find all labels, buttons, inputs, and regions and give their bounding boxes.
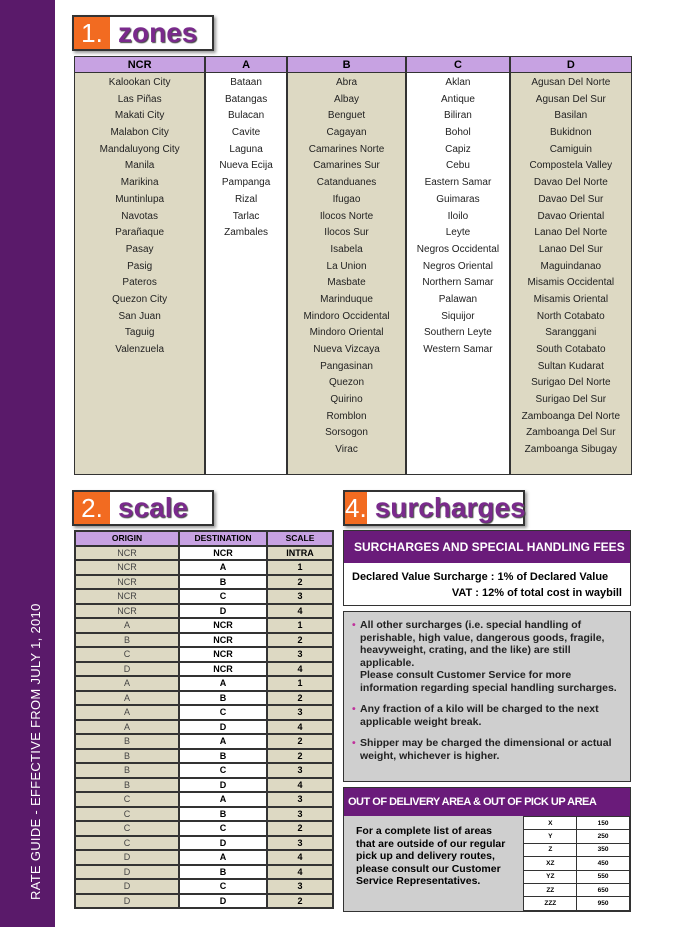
oda-rate-row xyxy=(524,870,630,883)
scale-cell: 4 xyxy=(267,662,333,677)
scale-row xyxy=(75,850,333,865)
zone-item: Iloilo xyxy=(447,210,469,222)
scale-cell: 3 xyxy=(267,705,333,720)
rate-value: 550 xyxy=(577,870,630,883)
section-number: 4. xyxy=(345,492,367,523)
zone-column-d xyxy=(511,57,631,474)
origin-cell: NCR xyxy=(75,575,179,590)
destination-cell: A xyxy=(179,850,267,865)
scale-row xyxy=(75,647,333,662)
origin-cell: B xyxy=(75,749,179,764)
oda-box xyxy=(343,787,631,912)
rate-value: 150 xyxy=(577,817,630,830)
zone-item: Davao Oriental xyxy=(537,210,605,222)
origin-cell: D xyxy=(75,850,179,865)
zone-item: Camarines Sur xyxy=(313,160,380,172)
zone-item: Guimaras xyxy=(436,193,480,205)
zone-item: Negros Oriental xyxy=(422,260,493,272)
zone-item: Manila xyxy=(124,160,155,172)
zone-item: Zambales xyxy=(224,227,269,239)
scale-cell: 4 xyxy=(267,865,333,880)
scale-cell: 3 xyxy=(267,836,333,851)
scale-cell: INTRA xyxy=(267,546,333,561)
surcharges-fees-box xyxy=(343,530,631,606)
zone-item: North Cotabato xyxy=(536,310,605,322)
zone-item: La Union xyxy=(326,260,367,272)
zone-item: Navotas xyxy=(121,210,158,222)
zone-item: Camiguin xyxy=(549,143,592,155)
scale-cell: 2 xyxy=(267,821,333,836)
note-item: • Shipper may be charged the dimensional or actual weight, whichever is higher. xyxy=(352,737,612,762)
zone-item: Surigao Del Sur xyxy=(535,394,607,406)
origin-cell: NCR xyxy=(75,546,179,561)
origin-cell: A xyxy=(75,676,179,691)
zone-item: Malabon City xyxy=(110,127,169,139)
col-scale: SCALE xyxy=(267,531,333,546)
scale-cell: 3 xyxy=(267,763,333,778)
surcharges-header: SURCHARGES AND SPECIAL HANDLING FEES xyxy=(344,531,630,563)
destination-cell: D xyxy=(179,836,267,851)
destination-cell: D xyxy=(179,604,267,619)
origin-cell: B xyxy=(75,734,179,749)
origin-cell: C xyxy=(75,836,179,851)
scale-row xyxy=(75,763,333,778)
scale-row xyxy=(75,676,333,691)
zone-item: Mandaluyong City xyxy=(99,143,180,155)
origin-cell: C xyxy=(75,821,179,836)
scale-cell: 3 xyxy=(267,879,333,894)
destination-cell: C xyxy=(179,821,267,836)
destination-cell: C xyxy=(179,879,267,894)
zone-item: Sorsogon xyxy=(325,427,368,439)
rate-guide-label: RATE GUIDE - EFFECTIVE FROM JULY 1, 2010 xyxy=(28,603,43,900)
zone-item: Cagayan xyxy=(326,127,367,139)
scale-cell: 4 xyxy=(267,850,333,865)
zone-column-a xyxy=(206,57,286,474)
origin-cell: C xyxy=(75,792,179,807)
origin-cell: D xyxy=(75,662,179,677)
zone-item: Basilan xyxy=(554,110,588,122)
rate-value: 250 xyxy=(577,830,630,843)
oda-rate-row xyxy=(524,843,630,856)
zone-item: Pasay xyxy=(125,243,154,255)
zone-item: Quezon City xyxy=(112,293,168,305)
destination-cell: A xyxy=(179,792,267,807)
oda-rate-row xyxy=(524,897,630,910)
zone-item: Tarlac xyxy=(232,210,260,222)
zone-item: Valenzuela xyxy=(115,344,165,355)
destination-cell: B xyxy=(179,865,267,880)
rate-value: 950 xyxy=(577,897,630,910)
zone-item: Las Piñas xyxy=(117,93,162,105)
scale-cell: 2 xyxy=(267,894,333,909)
col-origin: ORIGIN xyxy=(75,531,179,546)
zone-column-b xyxy=(288,57,405,474)
zone-item: Pateros xyxy=(122,277,157,289)
origin-cell: B xyxy=(75,763,179,778)
scale-cell: 2 xyxy=(267,749,333,764)
scale-row xyxy=(75,894,333,909)
zone-item: Bulacan xyxy=(228,110,265,122)
zone-item: Maguindanao xyxy=(540,260,602,272)
zone-item: South Cotabato xyxy=(536,344,606,355)
zone-item: Marinduque xyxy=(320,293,373,305)
scale-row xyxy=(75,807,333,822)
zone-item: Palawan xyxy=(438,293,478,305)
section-label: scale xyxy=(118,492,189,523)
zone-item: Siquijor xyxy=(441,310,475,322)
scale-cell: 2 xyxy=(267,633,333,648)
zone-item: Western Samar xyxy=(423,344,493,355)
zone-item: Pasig xyxy=(127,260,153,272)
zone-item: Compostela Valley xyxy=(529,160,613,172)
origin-cell: D xyxy=(75,879,179,894)
scale-cell: 1 xyxy=(267,618,333,633)
section-number: 1. xyxy=(74,17,110,49)
oda-header: OUT OF DELIVERY AREA & OUT OF PICK UP AREA xyxy=(344,788,630,816)
scale-row xyxy=(75,633,333,648)
scale-cell: 1 xyxy=(267,560,333,575)
oda-rate-row xyxy=(524,857,630,870)
area-code: Z xyxy=(524,843,577,856)
zone-column-c xyxy=(407,57,508,474)
origin-cell: A xyxy=(75,618,179,633)
zone-list xyxy=(407,73,508,474)
destination-cell: C xyxy=(179,763,267,778)
zone-header: B xyxy=(288,57,405,73)
oda-rate-row xyxy=(524,830,630,843)
section-number: 2. xyxy=(74,492,110,524)
origin-cell: D xyxy=(75,894,179,909)
zone-item: Zamboanga Del Sur xyxy=(526,427,616,439)
zone-item: Northern Samar xyxy=(422,277,494,289)
zone-item: Lanao Del Norte xyxy=(534,227,608,239)
scale-row xyxy=(75,618,333,633)
note-item: • All other surcharges (i.e. special handling of perishable, high value, dangerous goods, fragile, heavyweight, crating, and the like) are still applicable. Please consult Customer Service for more information regarding special handling surcharges. xyxy=(352,619,617,694)
scale-cell: 4 xyxy=(267,720,333,735)
zone-item: Capiz xyxy=(445,143,471,155)
destination-cell: NCR xyxy=(179,633,267,648)
origin-cell: C xyxy=(75,647,179,662)
zone-item: Cebu xyxy=(445,160,470,172)
scale-row xyxy=(75,575,333,590)
surcharges-column xyxy=(343,530,631,912)
origin-cell: NCR xyxy=(75,589,179,604)
zone-item: Lanao Del Sur xyxy=(538,243,603,255)
scale-row xyxy=(75,836,333,851)
declared-value-surcharge: Declared Value Surcharge : 1% of Declared Value xyxy=(352,571,609,583)
zone-item: Davao Del Norte xyxy=(533,177,608,189)
zone-item: Catanduanes xyxy=(316,177,377,189)
zone-list xyxy=(511,73,631,474)
scale-cell: 3 xyxy=(267,807,333,822)
zone-item: Nueva Ecija xyxy=(219,160,273,172)
zone-item: Aklan xyxy=(445,77,471,88)
destination-cell: NCR xyxy=(179,647,267,662)
zone-item: Parañaque xyxy=(115,227,165,239)
scale-row xyxy=(75,865,333,880)
section-label: surcharges xyxy=(374,492,526,523)
zone-item: Romblon xyxy=(326,410,367,422)
scale-row xyxy=(75,792,333,807)
scale-cell: 1 xyxy=(267,676,333,691)
scale-cell: 2 xyxy=(267,575,333,590)
scale-row xyxy=(75,560,333,575)
zone-item: Quirino xyxy=(330,394,363,406)
origin-cell: A xyxy=(75,720,179,735)
scale-cell: 2 xyxy=(267,691,333,706)
origin-cell: A xyxy=(75,691,179,706)
section-label: zones xyxy=(118,17,198,48)
rate-value: 450 xyxy=(577,857,630,870)
zone-item: Makati City xyxy=(114,110,165,122)
scale-row xyxy=(75,879,333,894)
scale-cell: 3 xyxy=(267,792,333,807)
scale-row xyxy=(75,604,333,619)
zone-item: Bukidnon xyxy=(549,127,592,139)
zone-item: Kalookan City xyxy=(108,77,171,88)
scale-row xyxy=(75,734,333,749)
zone-item: Biliran xyxy=(444,110,472,122)
destination-cell: B xyxy=(179,749,267,764)
zone-column-ncr xyxy=(75,57,204,474)
zone-item: Eastern Samar xyxy=(424,177,492,189)
scale-row xyxy=(75,662,333,677)
scale-cell: 4 xyxy=(267,604,333,619)
destination-cell: B xyxy=(179,807,267,822)
rate-value: 350 xyxy=(577,843,630,856)
note-item: • Any fraction of a kilo will be charged to the next applicable weight break. xyxy=(352,703,599,728)
note-text: All other surcharges (i.e. special handling of perishable, high value, dangerous goods, fragile, heavyweight, crating, and the like) are still applicable. Please consult Customer Service for more information regarding special handling surcharges. xyxy=(360,619,617,694)
scale-title xyxy=(72,490,214,526)
origin-cell: NCR xyxy=(75,604,179,619)
zone-list xyxy=(288,73,405,474)
vat-line: VAT : 12% of total cost in waybill xyxy=(451,587,622,599)
area-code: X xyxy=(524,817,577,830)
scale-row xyxy=(75,749,333,764)
surcharges-title xyxy=(343,490,525,526)
destination-cell: B xyxy=(179,575,267,590)
destination-cell: D xyxy=(179,894,267,909)
zone-header: A xyxy=(206,57,286,73)
zone-item: Laguna xyxy=(229,143,263,155)
zone-item: Surigao Del Norte xyxy=(531,377,611,389)
zone-header: D xyxy=(511,57,631,73)
zone-item: Misamis Oriental xyxy=(533,293,609,305)
destination-cell: A xyxy=(179,676,267,691)
scale-table xyxy=(74,530,334,909)
destination-cell: A xyxy=(179,560,267,575)
col-destination: DESTINATION xyxy=(179,531,267,546)
zone-item: Antique xyxy=(440,93,475,105)
scale-cell: 3 xyxy=(267,589,333,604)
note-text: Shipper may be charged the dimensional or actual weight, whichever is higher. xyxy=(360,737,612,762)
scale-row xyxy=(75,778,333,793)
origin-cell: C xyxy=(75,807,179,822)
scale-row xyxy=(75,589,333,604)
scale-row xyxy=(75,546,333,561)
sidebar xyxy=(0,0,55,927)
surcharge-notes xyxy=(343,611,631,782)
zone-item: Agusan Del Norte xyxy=(531,77,611,88)
zone-item: Albay xyxy=(334,93,360,105)
scale-row xyxy=(75,691,333,706)
oda-text: For a complete list of areas that are outside of our regular pick up and delivery routes, please consult our Customer Service Representatives. xyxy=(344,816,523,911)
destination-cell: C xyxy=(179,705,267,720)
area-code: XZ xyxy=(524,857,577,870)
destination-cell: D xyxy=(179,778,267,793)
zone-item: Pampanga xyxy=(221,177,271,189)
zone-item: Ilocos Norte xyxy=(319,210,374,222)
zone-item: Isabela xyxy=(330,243,363,255)
area-code: Y xyxy=(524,830,577,843)
zone-item: Mindoro Oriental xyxy=(309,327,384,339)
zone-item: Abra xyxy=(335,77,358,88)
zones-table xyxy=(74,56,632,475)
zone-item: Virac xyxy=(335,444,358,456)
area-code: YZ xyxy=(524,870,577,883)
destination-cell: C xyxy=(179,589,267,604)
zone-item: Ifugao xyxy=(332,193,361,205)
zone-item: Benguet xyxy=(327,110,366,122)
rate-value: 650 xyxy=(577,883,630,896)
zone-item: Davao Del Sur xyxy=(538,193,604,205)
zone-item: Batangas xyxy=(224,93,268,105)
zone-item: Misamis Occidental xyxy=(527,277,615,289)
area-code: ZZ xyxy=(524,883,577,896)
zone-header: NCR xyxy=(75,57,204,73)
origin-cell: B xyxy=(75,778,179,793)
destination-cell: A xyxy=(179,734,267,749)
zone-item: Agusan Del Sur xyxy=(535,93,606,105)
zone-item: Camarines Norte xyxy=(308,143,385,155)
oda-rate-row xyxy=(524,817,630,830)
zone-list xyxy=(206,73,286,474)
zones-title xyxy=(72,15,214,51)
zone-item: Mindoro Occidental xyxy=(303,310,390,322)
zone-item: Pangasinan xyxy=(320,360,373,372)
scale-cell: 2 xyxy=(267,734,333,749)
zone-item: Negros Occidental xyxy=(416,243,500,255)
scale-cell: 3 xyxy=(267,647,333,662)
oda-rate-table xyxy=(523,816,630,911)
zone-item: Cavite xyxy=(231,127,261,139)
zone-item: Ilocos Sur xyxy=(324,227,369,239)
zone-item: Marikina xyxy=(120,177,159,189)
destination-cell: B xyxy=(179,691,267,706)
origin-cell: D xyxy=(75,865,179,880)
scale-row xyxy=(75,720,333,735)
destination-cell: D xyxy=(179,720,267,735)
zone-item: Muntinlupa xyxy=(115,193,165,205)
zone-item: Zamboanga Sibugay xyxy=(524,444,617,456)
zone-item: Bohol xyxy=(445,127,471,139)
zone-item: Rizal xyxy=(234,193,258,205)
destination-cell: NCR xyxy=(179,662,267,677)
zone-item: Southern Leyte xyxy=(424,327,492,339)
zone-item: Leyte xyxy=(445,227,471,239)
zone-item: Taguig xyxy=(124,327,155,339)
destination-cell: NCR xyxy=(179,546,267,561)
zone-header: C xyxy=(407,57,508,73)
scale-cell: 4 xyxy=(267,778,333,793)
zone-item: Bataan xyxy=(230,77,262,88)
origin-cell: NCR xyxy=(75,560,179,575)
zone-list xyxy=(75,73,204,474)
zone-item: Masbate xyxy=(327,277,366,289)
zone-item: San Juan xyxy=(118,310,161,322)
zone-item: Quezon xyxy=(329,377,365,389)
area-code: ZZZ xyxy=(524,897,577,910)
origin-cell: A xyxy=(75,705,179,720)
zone-item: Zamboanga Del Norte xyxy=(521,410,621,422)
destination-cell: NCR xyxy=(179,618,267,633)
origin-cell: B xyxy=(75,633,179,648)
note-text: Any fraction of a kilo will be charged to the next applicable weight break. xyxy=(360,703,599,728)
scale-row xyxy=(75,705,333,720)
scale-row xyxy=(75,821,333,836)
zone-item: Nueva Vizcaya xyxy=(313,344,380,355)
zone-item: Saranggani xyxy=(545,327,597,339)
oda-rate-row xyxy=(524,883,630,896)
zone-item: Sultan Kudarat xyxy=(537,360,604,372)
